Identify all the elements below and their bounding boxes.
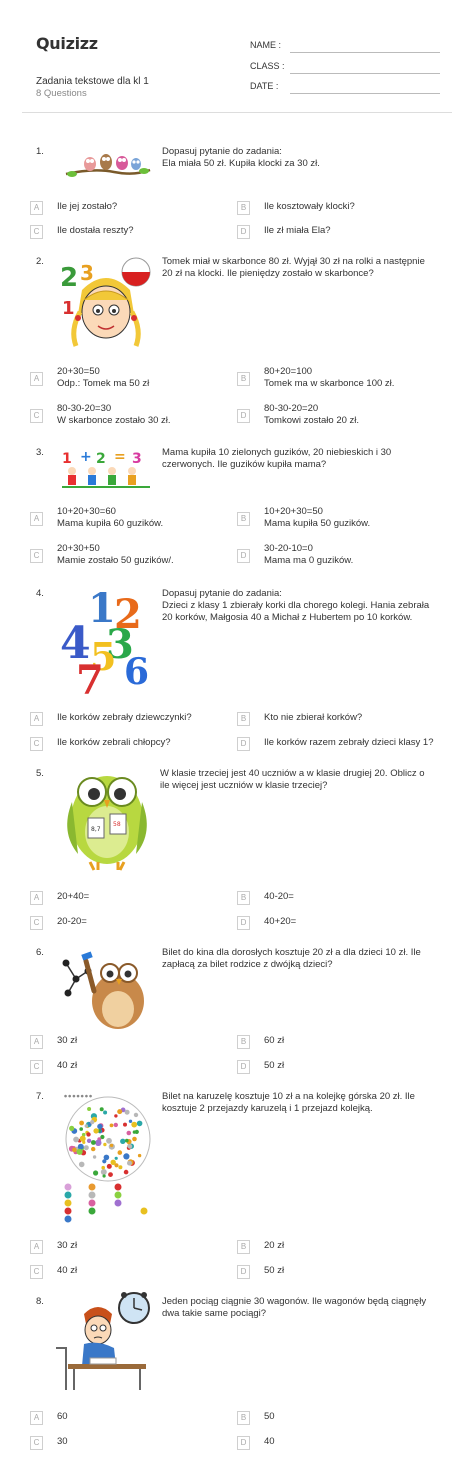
option-letter: C xyxy=(30,737,43,751)
dot xyxy=(127,1144,131,1148)
dot xyxy=(93,1155,96,1158)
question-text xyxy=(162,947,442,971)
question-text-line: Tomek miał w skarbonce 80 zł. Wyjął 30 zł na rolki a następnie xyxy=(162,256,425,267)
svg-text:6: 6 xyxy=(124,651,150,693)
name-label: NAME : xyxy=(250,40,282,50)
question-text-line: Ela miała 50 zł. Kupiła klocki za 30 zł. xyxy=(162,158,320,169)
option-letter: A xyxy=(30,1411,43,1425)
class-line xyxy=(290,73,440,74)
dot xyxy=(118,1150,123,1155)
question-text xyxy=(162,146,442,170)
dot xyxy=(103,1174,106,1177)
question-text-line: W klasie trzeciej jest 40 uczniów a w klasie drugiej 20. Oblicz o xyxy=(160,768,425,779)
option-letter: C xyxy=(30,916,43,930)
dot xyxy=(106,1138,112,1144)
option-letter: B xyxy=(237,372,250,386)
option-letter: A xyxy=(30,201,43,215)
dot xyxy=(114,1123,118,1127)
option-letter: B xyxy=(237,201,250,215)
option-letter: A xyxy=(30,372,43,386)
question-number: 6. xyxy=(36,947,44,958)
option-text xyxy=(264,403,359,427)
option-text: 30 zł xyxy=(57,1035,78,1046)
option-line: Mama ma 0 guzików. xyxy=(264,555,354,566)
colorful-numbers-image xyxy=(58,584,156,696)
dot xyxy=(93,1128,98,1133)
option-text: 20+40= xyxy=(57,891,90,902)
question-number: 5. xyxy=(36,768,44,779)
question-text-line: Dopasuj pytanie do zadania: xyxy=(162,588,282,599)
dot xyxy=(125,1139,129,1143)
question-number: 7. xyxy=(36,1091,44,1102)
option-line: W skarbonce zostało 30 zł. xyxy=(57,415,171,426)
option-text xyxy=(57,403,171,427)
svg-text:2: 2 xyxy=(114,591,142,638)
dot xyxy=(97,1124,102,1129)
option-line: 80-30-20=20 xyxy=(264,403,319,414)
question-text-line: czerwonych. Ile guzików kupiła mama? xyxy=(162,459,327,470)
dot xyxy=(103,1111,107,1115)
option-letter: D xyxy=(237,737,250,751)
option-text xyxy=(57,506,163,530)
dot xyxy=(118,1165,122,1169)
question-number: 3. xyxy=(36,447,44,458)
option-text: 20 zł xyxy=(264,1240,285,1251)
dot xyxy=(78,1144,84,1150)
dot xyxy=(87,1139,91,1143)
dot xyxy=(79,1121,84,1126)
option-line: Mamie zostało 50 guzików/. xyxy=(57,555,174,566)
question-text-line: Mama kupiła 10 zielonych guzików, 20 niebieskich i 30 xyxy=(162,447,392,458)
option-letter: C xyxy=(30,1060,43,1074)
owl-with-cards-image xyxy=(58,762,156,874)
option-line: 30-20-10=0 xyxy=(264,543,313,554)
question-text xyxy=(162,588,442,624)
question-text-line: Bilet na karuzelę kosztuje 10 zł a na kolejkę górska 20 zł. Ile xyxy=(162,1091,415,1102)
dot xyxy=(101,1169,107,1175)
option-line: 10+20+30=60 xyxy=(57,506,116,517)
question-text xyxy=(160,768,440,792)
dot xyxy=(95,1140,101,1146)
option-text: 40+20= xyxy=(264,916,297,927)
option-letter: C xyxy=(30,409,43,423)
svg-text:3: 3 xyxy=(132,451,142,467)
svg-text:2: 2 xyxy=(96,451,106,467)
option-text: Ile korków zebrały dziewczynki? xyxy=(57,712,192,723)
question-text-line: ile więcej jest uczniów w klasie trzeciej? xyxy=(160,780,328,791)
option-letter: C xyxy=(30,1436,43,1450)
option-letter: D xyxy=(237,409,250,423)
dot xyxy=(69,1126,74,1131)
dot xyxy=(77,1149,83,1155)
dot xyxy=(91,1140,96,1145)
option-text: 50 zł xyxy=(264,1265,285,1276)
option-letter: D xyxy=(237,916,250,930)
dot xyxy=(114,1163,118,1167)
option-text: 30 zł xyxy=(57,1240,78,1251)
option-letter: B xyxy=(237,1035,250,1049)
dot xyxy=(110,1124,114,1128)
class-field[interactable] xyxy=(250,61,440,75)
question-text-line: 20 korków, Małgosia 40 a Michał z Hubertem po 10 korków. xyxy=(162,612,413,623)
dot xyxy=(103,1143,106,1146)
dot xyxy=(117,1109,122,1114)
svg-text:1: 1 xyxy=(88,585,116,632)
date-line xyxy=(290,93,440,94)
option-letter: D xyxy=(237,1436,250,1450)
option-text xyxy=(264,506,370,530)
option-line: Tomkowi zostało 20 zł. xyxy=(264,415,360,426)
svg-text:3: 3 xyxy=(106,621,134,668)
question-text-line: Dopasuj pytanie do zadania: xyxy=(162,146,282,157)
dot xyxy=(87,1107,91,1111)
question-number: 1. xyxy=(36,146,44,157)
worksheet-header xyxy=(36,32,446,112)
dot xyxy=(84,1145,89,1150)
dot xyxy=(138,1154,141,1157)
dot xyxy=(86,1132,90,1136)
option-text: 60 zł xyxy=(264,1035,285,1046)
name-field[interactable] xyxy=(250,40,440,54)
option-text: Ile zł miała Ela? xyxy=(264,225,331,236)
option-text: 40-20= xyxy=(264,891,294,902)
question-text xyxy=(162,447,442,471)
option-line: Mama kupiła 60 guzików. xyxy=(57,518,164,529)
dot xyxy=(124,1170,129,1175)
dot xyxy=(79,1127,83,1131)
svg-text:8,7: 8,7 xyxy=(91,826,101,833)
dot xyxy=(134,1113,138,1117)
question-number: 4. xyxy=(36,588,44,599)
header-divider xyxy=(22,112,452,113)
svg-text:4: 4 xyxy=(60,618,91,669)
owl-teacher-image xyxy=(58,947,154,1031)
dot xyxy=(127,1131,132,1136)
option-text: 60 xyxy=(57,1411,68,1422)
question-number: 8. xyxy=(36,1296,44,1307)
name-line xyxy=(290,52,440,53)
question-text-line: Jeden pociąg ciągnie 30 wagonów. Ile wagonów będą ciągnęły xyxy=(162,1296,427,1307)
option-line: 20+30+50 xyxy=(57,543,100,554)
dot xyxy=(80,1136,86,1142)
girl-with-numbers-image xyxy=(58,256,154,350)
dot xyxy=(137,1121,143,1127)
dot xyxy=(101,1166,105,1170)
dot xyxy=(85,1124,88,1127)
option-letter: D xyxy=(237,225,250,239)
option-letter: B xyxy=(237,891,250,905)
option-text: Ile korków zebrali chłopcy? xyxy=(57,737,171,748)
colored-dots-test-image xyxy=(58,1091,158,1225)
option-text: 50 xyxy=(264,1411,275,1422)
dot xyxy=(123,1153,129,1159)
option-letter: B xyxy=(237,712,250,726)
option-letter: B xyxy=(237,1240,250,1254)
option-text: 30 xyxy=(57,1436,68,1447)
svg-text:=: = xyxy=(114,449,126,465)
dot xyxy=(127,1161,132,1166)
question-number: 2. xyxy=(36,256,44,267)
option-text: 40 xyxy=(264,1436,275,1447)
dot xyxy=(129,1120,132,1123)
question-text xyxy=(162,256,442,280)
dot xyxy=(107,1164,112,1169)
dot xyxy=(73,1137,79,1143)
date-field[interactable] xyxy=(250,81,440,95)
option-letter: B xyxy=(237,512,250,526)
option-text: 40 zł xyxy=(57,1060,78,1071)
date-label: DATE : xyxy=(250,81,279,91)
dot xyxy=(132,1137,137,1142)
stressed-student-clock-image xyxy=(54,1290,156,1392)
option-text: 50 zł xyxy=(264,1060,285,1071)
dot xyxy=(108,1172,113,1177)
option-text xyxy=(57,366,149,390)
option-letter: D xyxy=(237,1060,250,1074)
svg-text:1: 1 xyxy=(62,451,72,467)
option-letter: C xyxy=(30,549,43,563)
question-text-line: Bilet do kina dla dorosłych kosztuje 20 zł a dla dzieci 10 zł. Ile xyxy=(162,947,421,958)
dot xyxy=(91,1147,95,1151)
question-text-line: zapłacą za bilet rodzice z dwójką dzieci? xyxy=(162,959,333,970)
option-text xyxy=(264,366,394,390)
svg-text:● ● ● ● ● ● ●: ● ● ● ● ● ● ● xyxy=(64,1094,93,1098)
svg-text:1: 1 xyxy=(62,298,75,319)
option-letter: A xyxy=(30,1035,43,1049)
svg-text:5: 5 xyxy=(90,634,117,679)
option-text: Ile jej zostało? xyxy=(57,201,118,212)
question-text xyxy=(162,1091,442,1115)
question-text-line: Dzieci z klasy 1 zbierały korki dla chorego kolegi. Hania zebrała xyxy=(162,600,430,611)
owls-on-branch-image xyxy=(64,148,152,182)
dot xyxy=(131,1122,137,1128)
option-line: Tomek ma w skarbonce 100 zł. xyxy=(264,378,395,389)
option-letter: A xyxy=(30,512,43,526)
option-letter: A xyxy=(30,712,43,726)
svg-text:3: 3 xyxy=(80,261,94,285)
option-text: Kto nie zbierał korków? xyxy=(264,712,363,723)
dot xyxy=(93,1170,98,1175)
dot xyxy=(90,1120,94,1124)
option-text xyxy=(57,543,174,567)
option-line: Mama kupiła 50 guzików. xyxy=(264,518,371,529)
question-text-line: dwa takie same pociągi? xyxy=(162,1308,267,1319)
dot xyxy=(110,1144,113,1147)
dot xyxy=(135,1130,139,1134)
dot xyxy=(79,1162,85,1168)
option-line: 80-30-20=30 xyxy=(57,403,112,414)
dot xyxy=(114,1114,117,1117)
dot xyxy=(72,1148,77,1153)
option-letter: D xyxy=(237,1265,250,1279)
worksheet-title: Zadania tekstowe dla kl 1 xyxy=(36,76,149,87)
option-letter: A xyxy=(30,891,43,905)
option-text: Ile kosztowały klocki? xyxy=(264,201,355,212)
dot xyxy=(100,1107,104,1111)
svg-text:+: + xyxy=(80,449,92,465)
svg-text:58: 58 xyxy=(113,821,121,828)
option-text xyxy=(264,543,353,567)
option-letter: A xyxy=(30,1240,43,1254)
quizizz-logo: Quizizz xyxy=(36,34,98,53)
question-text-line: 20 zł na klocki. Ile pieniędzy zostało w skarbonce? xyxy=(162,268,374,279)
svg-text:2: 2 xyxy=(60,263,79,293)
option-letter: C xyxy=(30,225,43,239)
option-line: 20+30=50 xyxy=(57,366,100,377)
worksheet-subtitle: 8 Questions xyxy=(36,88,87,99)
option-line: Odp.: Tomek ma 50 zł xyxy=(57,378,150,389)
option-text: Ile dostała reszty? xyxy=(57,225,134,236)
dot xyxy=(120,1139,125,1144)
dot xyxy=(102,1159,106,1163)
class-label: CLASS : xyxy=(250,61,285,71)
svg-text:7: 7 xyxy=(76,657,104,696)
option-letter: B xyxy=(237,1411,250,1425)
question-text xyxy=(162,1296,442,1320)
option-text: Ile korków razem zebrały dzieci klasy 1? xyxy=(264,737,434,748)
option-text: 20-20= xyxy=(57,916,87,927)
dot xyxy=(115,1157,118,1160)
option-line: 80+20=100 xyxy=(264,366,313,377)
dot xyxy=(123,1123,127,1127)
option-line: 10+20+30=50 xyxy=(264,506,323,517)
children-with-numbers-image xyxy=(58,447,154,491)
option-text: 40 zł xyxy=(57,1265,78,1276)
dot xyxy=(125,1110,130,1115)
option-letter: C xyxy=(30,1265,43,1279)
option-letter: D xyxy=(237,549,250,563)
question-text-line: kosztuje 2 przejazdy karuzelą i 1 przejazd kolejką. xyxy=(162,1103,373,1114)
